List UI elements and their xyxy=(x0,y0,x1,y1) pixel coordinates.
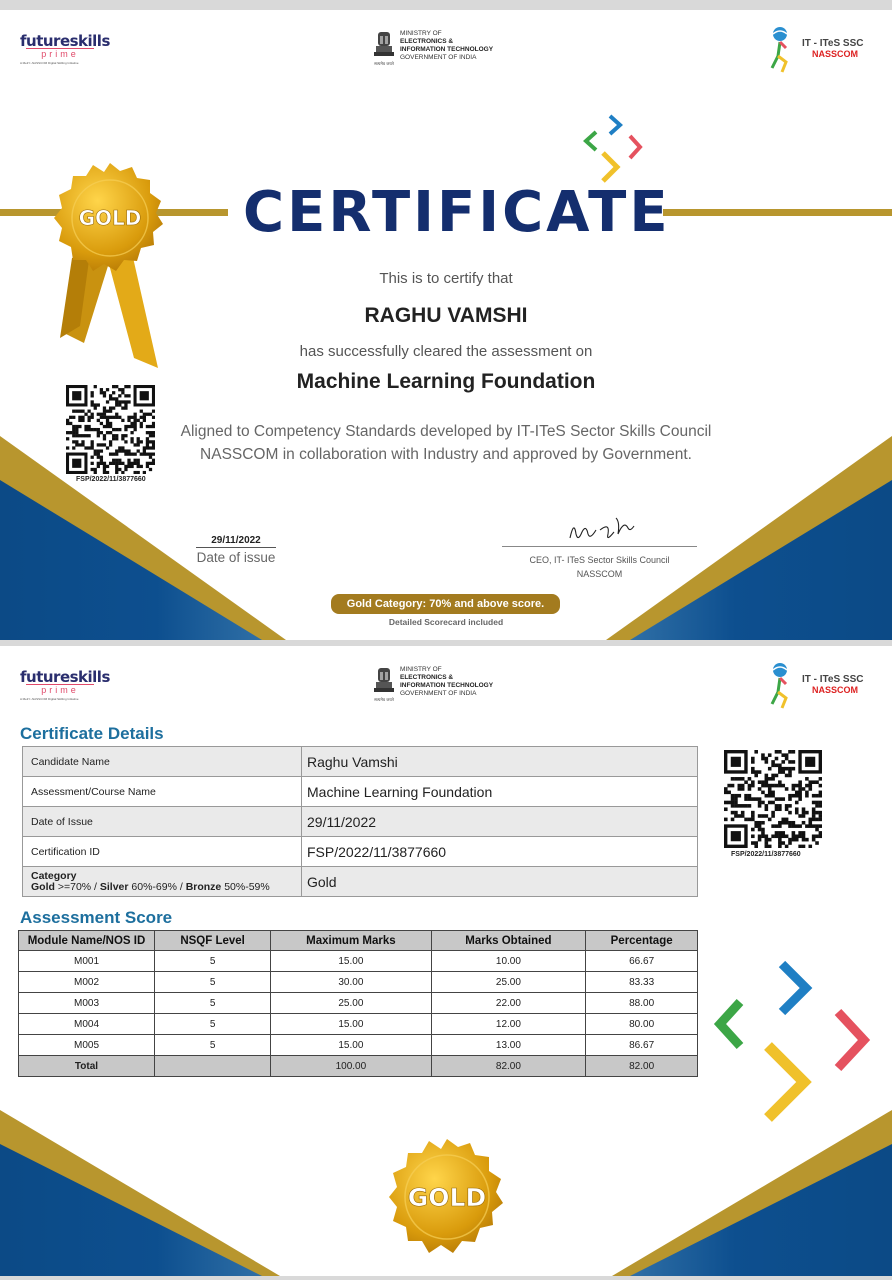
score-cell: 5 xyxy=(155,1035,271,1056)
gold-rule-right xyxy=(663,209,892,216)
ssc-line-1: IT - ITeS SSC xyxy=(802,38,864,49)
certificate-page xyxy=(0,10,892,640)
score-row xyxy=(19,951,698,972)
cleared-text: has successfully cleared the assessment on xyxy=(299,343,593,360)
alignment-line-1: Aligned to Competency Standards developed by IT-ITeS Sector Skills Council xyxy=(180,423,712,440)
futureskills-prime-logo xyxy=(20,668,112,701)
score-cell: 5 xyxy=(155,951,271,972)
score-cell: M004 xyxy=(19,1014,155,1035)
meity-line-1: MINISTRY OF xyxy=(400,666,442,673)
category-bronze: Bronze xyxy=(185,880,222,893)
ssc-line-1: IT - ITeS SSC xyxy=(802,674,864,685)
score-cell: 13.00 xyxy=(431,1035,586,1056)
logo-skills-text: skills xyxy=(69,668,110,686)
score-cell: 25.00 xyxy=(431,972,586,993)
logo-prime-text: prime xyxy=(26,48,94,59)
details-key: Certification ID xyxy=(23,837,302,867)
meity-line-3: INFORMATION TECHNOLOGY xyxy=(400,682,494,689)
score-cell: 66.67 xyxy=(586,951,698,972)
score-cell: 5 xyxy=(155,1014,271,1035)
assessment-score-heading: Assessment Score xyxy=(20,908,173,927)
logo-future-text: future xyxy=(20,32,70,50)
meity-line-4: GOVERNMENT OF INDIA xyxy=(400,690,477,697)
details-row xyxy=(23,837,698,867)
ssc-nasscom-logo xyxy=(768,662,864,712)
logo-prime-text: prime xyxy=(26,684,94,695)
national-emblem-icon xyxy=(372,666,396,704)
total-percentage: 82.00 xyxy=(586,1056,698,1077)
certificate-details-table xyxy=(22,746,698,897)
category-silver: Silver xyxy=(99,880,129,893)
column-header: Marks Obtained xyxy=(431,931,586,951)
seal-label: GOLD xyxy=(407,1183,487,1212)
meity-line-1: MINISTRY OF xyxy=(400,30,442,37)
score-cell: M001 xyxy=(19,951,155,972)
score-cell: 10.00 xyxy=(431,951,586,972)
scorecard-page xyxy=(0,646,892,1276)
column-header: Maximum Marks xyxy=(271,931,431,951)
ssc-nasscom-logo xyxy=(768,26,864,76)
person-figure-icon xyxy=(768,26,796,76)
score-cell: 88.00 xyxy=(586,993,698,1014)
category-silver-rule: 60%-69% / xyxy=(128,880,186,893)
column-header: NSQF Level xyxy=(155,931,271,951)
signatory-org: NASSCOM xyxy=(576,569,623,579)
details-key: Date of Issue xyxy=(23,807,302,837)
total-max: 100.00 xyxy=(271,1056,431,1077)
details-value: 29/11/2022 xyxy=(302,807,698,837)
score-cell: 22.00 xyxy=(431,993,586,1014)
score-cell: 80.00 xyxy=(586,1014,698,1035)
signatory xyxy=(502,553,697,581)
meity-line-2: ELECTRONICS & xyxy=(400,38,454,45)
meity-line-4: GOVERNMENT OF INDIA xyxy=(400,54,477,61)
scorecard-note: Detailed Scorecard included xyxy=(388,617,504,627)
score-cell: M003 xyxy=(19,993,155,1014)
category-label: Category xyxy=(31,869,77,882)
total-obtained: 82.00 xyxy=(431,1056,586,1077)
score-cell: M002 xyxy=(19,972,155,993)
signature-line xyxy=(502,546,697,547)
category-gold: Gold xyxy=(31,880,55,893)
person-figure-icon xyxy=(768,662,796,712)
rosette-label: GOLD xyxy=(78,206,142,230)
score-row xyxy=(19,972,698,993)
ssc-line-2: NASSCOM xyxy=(812,685,859,695)
signature xyxy=(566,510,646,550)
score-row xyxy=(19,1014,698,1035)
score-cell: 5 xyxy=(155,993,271,1014)
details-value: Raghu Vamshi xyxy=(302,747,698,777)
details-key: Assessment/Course Name xyxy=(23,777,302,807)
national-emblem-icon xyxy=(372,30,396,68)
score-cell: 5 xyxy=(155,972,271,993)
certify-text: This is to certify that xyxy=(379,270,513,287)
score-row xyxy=(19,1035,698,1056)
logo-future-text: future xyxy=(20,668,70,686)
score-cell: 12.00 xyxy=(431,1014,586,1035)
score-cell: 83.33 xyxy=(586,972,698,993)
course-name: Machine Learning Foundation xyxy=(296,370,596,393)
total-level xyxy=(155,1056,271,1077)
column-header: Percentage xyxy=(586,931,698,951)
qr-caption: FSP/2022/11/3877660 xyxy=(731,851,801,858)
logo-tagline: A MeitY–NASSCOM Digital Skilling Initiative xyxy=(20,697,79,701)
total-label: Total xyxy=(19,1056,155,1077)
score-cell: 15.00 xyxy=(271,1014,431,1035)
meity-logo xyxy=(372,30,493,68)
details-value: FSP/2022/11/3877660 xyxy=(302,837,698,867)
meity-line-3: INFORMATION TECHNOLOGY xyxy=(400,46,494,53)
category-gold-rule: >=70% / xyxy=(54,880,100,893)
issue-date-label: Date of issue xyxy=(196,550,276,565)
qr-caption: FSP/2022/11/3877660 xyxy=(76,476,146,483)
ssc-line-2: NASSCOM xyxy=(812,49,859,59)
meity-logo xyxy=(372,666,493,704)
details-row xyxy=(23,807,698,837)
meity-line-2: ELECTRONICS & xyxy=(400,674,454,681)
score-cell: 25.00 xyxy=(271,993,431,1014)
assessment-score-table xyxy=(18,930,698,1077)
logo-tagline: A MeitY–NASSCOM Digital Skilling Initiative xyxy=(20,61,79,65)
alignment-line-2: NASSCOM in collaboration with Industry and approved by Government. xyxy=(200,446,692,463)
category-key xyxy=(23,867,302,897)
logo-skills-text: skills xyxy=(69,32,110,50)
certificate-details-heading: Certificate Details xyxy=(20,724,164,743)
score-cell: 30.00 xyxy=(271,972,431,993)
score-cell: 15.00 xyxy=(271,951,431,972)
futureskills-prime-logo xyxy=(20,32,112,65)
signatory-title: CEO, IT- ITeS Sector Skills Council xyxy=(529,555,670,565)
details-key: Candidate Name xyxy=(23,747,302,777)
qr-code xyxy=(66,385,155,474)
emblem-caption: सत्यमेव जयते xyxy=(374,697,394,702)
score-cell: 86.67 xyxy=(586,1035,698,1056)
score-row xyxy=(19,993,698,1014)
certificate-title: CERTIFICATE xyxy=(243,180,671,245)
category-value: Gold xyxy=(302,867,698,897)
candidate-name: RAGHU VAMSHI xyxy=(364,304,528,327)
score-total-row xyxy=(19,1056,698,1077)
gold-seal-icon xyxy=(386,1136,508,1258)
issue-date: 29/11/2022 xyxy=(196,535,276,548)
column-header: Module Name/NOS ID xyxy=(19,931,155,951)
details-row-category xyxy=(23,867,698,897)
details-row xyxy=(23,747,698,777)
score-cell: M005 xyxy=(19,1035,155,1056)
emblem-caption: सत्यमेव जयते xyxy=(374,61,394,66)
details-row xyxy=(23,777,698,807)
qr-code xyxy=(724,750,822,848)
details-value: Machine Learning Foundation xyxy=(302,777,698,807)
category-bronze-rule: 50%-59% xyxy=(221,880,270,893)
gold-category-badge: Gold Category: 70% and above score. xyxy=(331,594,560,614)
score-cell: 15.00 xyxy=(271,1035,431,1056)
